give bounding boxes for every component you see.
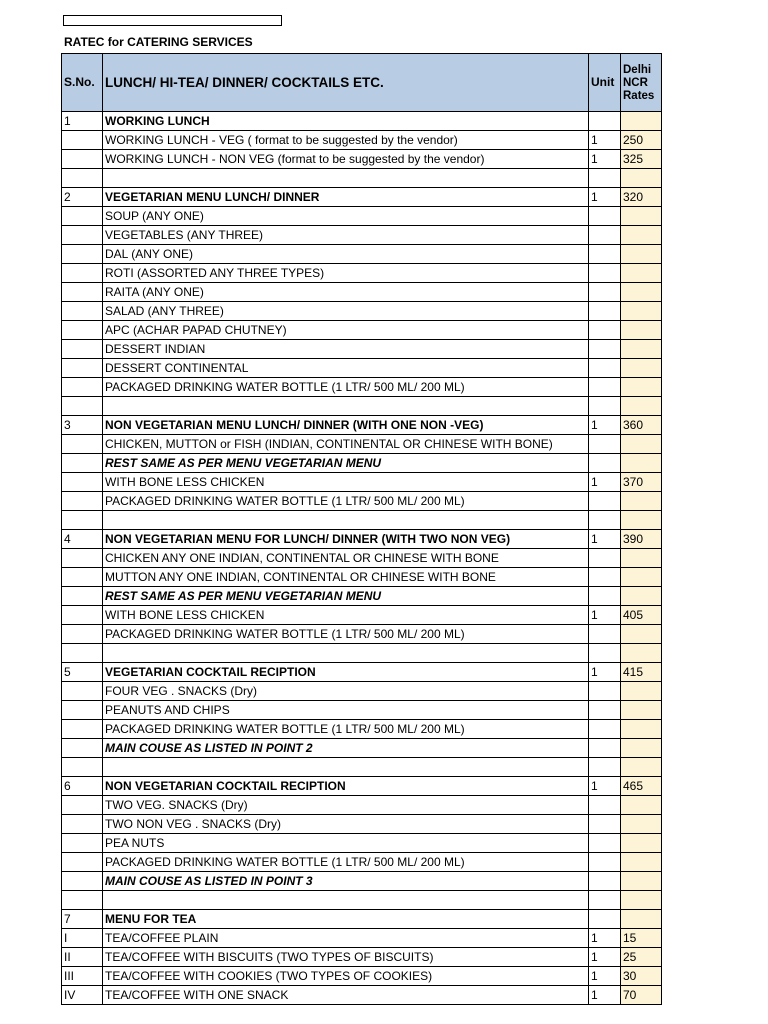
cell-rate <box>621 549 662 568</box>
table-row <box>62 986 662 1005</box>
cell-unit <box>589 853 621 872</box>
cell-sno <box>62 359 103 378</box>
cell-unit <box>589 378 621 397</box>
cell-unit <box>589 549 621 568</box>
cell-item: ROTI (ASSORTED ANY THREE TYPES) <box>103 264 589 283</box>
table-row <box>62 929 662 948</box>
table-row <box>62 948 662 967</box>
table-row <box>62 492 662 511</box>
cell-item: MUTTON ANY ONE INDIAN, CONTINENTAL OR CHINESE WITH BONE <box>103 568 589 587</box>
table-row <box>62 473 662 492</box>
cell-sno <box>62 264 103 283</box>
cell-rate <box>621 682 662 701</box>
cell-item: DESSERT CONTINENTAL <box>103 359 589 378</box>
cell-sno: I <box>62 929 103 948</box>
cell-unit <box>589 739 621 758</box>
cell-sno <box>62 245 103 264</box>
cell-unit: 1 <box>589 929 621 948</box>
cell-sno <box>62 397 103 416</box>
cell-unit <box>589 302 621 321</box>
table-row <box>62 796 662 815</box>
cell-unit <box>589 492 621 511</box>
cell-unit: 1 <box>589 150 621 169</box>
cell-sno <box>62 169 103 188</box>
cell-unit <box>589 397 621 416</box>
cell-rate <box>621 587 662 606</box>
cell-item: MAIN COUSE AS LISTED IN POINT 3 <box>103 872 589 891</box>
cell-unit: 1 <box>589 986 621 1005</box>
cell-rate: 15 <box>621 929 662 948</box>
cell-rate: 320 <box>621 188 662 207</box>
cell-rate <box>621 853 662 872</box>
cell-rate: 415 <box>621 663 662 682</box>
table-row <box>62 587 662 606</box>
cell-unit <box>589 321 621 340</box>
cell-unit: 1 <box>589 530 621 549</box>
cell-unit: 1 <box>589 188 621 207</box>
cell-unit: 1 <box>589 948 621 967</box>
cell-sno <box>62 891 103 910</box>
cell-item: TEA/COFFEE WITH ONE SNACK <box>103 986 589 1005</box>
table-row <box>62 340 662 359</box>
cell-item: REST SAME AS PER MENU VEGETARIAN MENU <box>103 454 589 473</box>
cell-item: FOUR VEG . SNACKS (Dry) <box>103 682 589 701</box>
table-header-row <box>62 54 662 112</box>
cell-rate: 360 <box>621 416 662 435</box>
cell-sno <box>62 568 103 587</box>
cell-item: NON VEGETARIAN MENU LUNCH/ DINNER (WITH ONE NON -VEG) <box>103 416 589 435</box>
table-row <box>62 568 662 587</box>
table-row <box>62 169 662 188</box>
cell-rate <box>621 625 662 644</box>
cell-rate <box>621 302 662 321</box>
cell-item: VEGETARIAN COCKTAIL RECIPTION <box>103 663 589 682</box>
cell-sno <box>62 283 103 302</box>
cell-sno: IV <box>62 986 103 1005</box>
cell-sno <box>62 834 103 853</box>
cell-sno <box>62 492 103 511</box>
table-row <box>62 701 662 720</box>
cell-item: PACKAGED DRINKING WATER BOTTLE (1 LTR/ 500 ML/ 200 ML) <box>103 720 589 739</box>
cell-unit: 1 <box>589 416 621 435</box>
cell-unit: 1 <box>589 473 621 492</box>
cell-item: PEANUTS AND CHIPS <box>103 701 589 720</box>
table-row <box>62 834 662 853</box>
cell-rate <box>621 245 662 264</box>
cell-unit <box>589 587 621 606</box>
cell-unit <box>589 815 621 834</box>
cell-item: TEA/COFFEE WITH COOKIES (TWO TYPES OF COOKIES) <box>103 967 589 986</box>
cell-rate <box>621 568 662 587</box>
cell-rate <box>621 720 662 739</box>
cell-sno <box>62 473 103 492</box>
cell-item <box>103 511 589 530</box>
table-row <box>62 188 662 207</box>
cell-rate <box>621 834 662 853</box>
cell-item <box>103 169 589 188</box>
table-row <box>62 853 662 872</box>
cell-rate <box>621 226 662 245</box>
cell-rate: 405 <box>621 606 662 625</box>
cell-sno <box>62 625 103 644</box>
cell-rate <box>621 454 662 473</box>
cell-sno: 4 <box>62 530 103 549</box>
table-row <box>62 454 662 473</box>
table-row <box>62 435 662 454</box>
rates-table <box>61 53 662 1005</box>
cell-sno <box>62 511 103 530</box>
cell-sno <box>62 815 103 834</box>
cell-unit <box>589 568 621 587</box>
cell-item <box>103 758 589 777</box>
table-row <box>62 625 662 644</box>
table-row <box>62 131 662 150</box>
table-row <box>62 150 662 169</box>
cell-sno <box>62 549 103 568</box>
cell-unit <box>589 207 621 226</box>
cell-sno <box>62 872 103 891</box>
cell-unit: 1 <box>589 663 621 682</box>
cell-rate <box>621 910 662 929</box>
cell-item: WITH BONE LESS CHICKEN <box>103 606 589 625</box>
cell-sno <box>62 682 103 701</box>
cell-unit <box>589 359 621 378</box>
table-row <box>62 416 662 435</box>
table-row <box>62 815 662 834</box>
cell-sno <box>62 321 103 340</box>
cell-item: RAITA (ANY ONE) <box>103 283 589 302</box>
table-row <box>62 245 662 264</box>
header-unit: Unit <box>589 54 621 112</box>
cell-unit <box>589 872 621 891</box>
cell-item: DESSERT INDIAN <box>103 340 589 359</box>
header-sno: S.No. <box>62 54 103 112</box>
table-row <box>62 321 662 340</box>
cell-sno <box>62 644 103 663</box>
cell-item: TEA/COFFEE WITH BISCUITS (TWO TYPES OF BISCUITS) <box>103 948 589 967</box>
table-row <box>62 720 662 739</box>
cell-unit <box>589 625 621 644</box>
cell-item: TEA/COFFEE PLAIN <box>103 929 589 948</box>
cell-item: MAIN COUSE AS LISTED IN POINT 2 <box>103 739 589 758</box>
cell-sno <box>62 701 103 720</box>
cell-unit <box>589 245 621 264</box>
cell-item: TWO VEG. SNACKS (Dry) <box>103 796 589 815</box>
cell-unit <box>589 435 621 454</box>
table-row <box>62 606 662 625</box>
cell-item: WORKING LUNCH - NON VEG (format to be suggested by the vendor) <box>103 150 589 169</box>
cell-sno: 2 <box>62 188 103 207</box>
table-row <box>62 511 662 530</box>
cell-sno: 6 <box>62 777 103 796</box>
table-row <box>62 739 662 758</box>
table-row <box>62 758 662 777</box>
cell-item <box>103 397 589 416</box>
table-row <box>62 777 662 796</box>
cell-sno: 3 <box>62 416 103 435</box>
cell-rate: 25 <box>621 948 662 967</box>
cell-rate <box>621 739 662 758</box>
cell-rate <box>621 359 662 378</box>
table-row <box>62 663 662 682</box>
table-row <box>62 397 662 416</box>
table-row <box>62 112 662 131</box>
cell-rate <box>621 340 662 359</box>
cell-sno: 7 <box>62 910 103 929</box>
cell-rate <box>621 872 662 891</box>
table-row <box>62 530 662 549</box>
cell-item: WORKING LUNCH <box>103 112 589 131</box>
cell-rate <box>621 701 662 720</box>
cell-unit: 1 <box>589 777 621 796</box>
cell-item: CHICKEN ANY ONE INDIAN, CONTINENTAL OR CHINESE WITH BONE <box>103 549 589 568</box>
table-row <box>62 283 662 302</box>
cell-rate: 390 <box>621 530 662 549</box>
cell-sno <box>62 378 103 397</box>
cell-item <box>103 644 589 663</box>
cell-unit <box>589 796 621 815</box>
cell-rate <box>621 264 662 283</box>
cell-item: APC (ACHAR PAPAD CHUTNEY) <box>103 321 589 340</box>
cell-unit <box>589 511 621 530</box>
cell-rate: 325 <box>621 150 662 169</box>
cell-unit: 1 <box>589 606 621 625</box>
cell-unit: 1 <box>589 967 621 986</box>
cell-rate <box>621 796 662 815</box>
cell-sno <box>62 853 103 872</box>
cell-rate <box>621 169 662 188</box>
table-row <box>62 682 662 701</box>
cell-item: REST SAME AS PER MENU VEGETARIAN MENU <box>103 587 589 606</box>
cell-unit: 1 <box>589 131 621 150</box>
cell-unit <box>589 758 621 777</box>
cell-rate <box>621 112 662 131</box>
cell-unit <box>589 112 621 131</box>
cell-sno: III <box>62 967 103 986</box>
cell-unit <box>589 226 621 245</box>
table-row <box>62 378 662 397</box>
table-row <box>62 359 662 378</box>
header-item: LUNCH/ HI-TEA/ DINNER/ COCKTAILS ETC. <box>103 54 589 112</box>
table-row <box>62 549 662 568</box>
table-row <box>62 910 662 929</box>
table-row <box>62 644 662 663</box>
cell-rate <box>621 321 662 340</box>
table-row <box>62 207 662 226</box>
cell-item: PACKAGED DRINKING WATER BOTTLE (1 LTR/ 500 ML/ 200 ML) <box>103 853 589 872</box>
cell-rate <box>621 378 662 397</box>
cell-unit <box>589 701 621 720</box>
cell-sno <box>62 796 103 815</box>
cell-sno <box>62 207 103 226</box>
cell-rate <box>621 435 662 454</box>
cell-unit <box>589 834 621 853</box>
cell-rate <box>621 492 662 511</box>
cell-sno <box>62 302 103 321</box>
table-row <box>62 226 662 245</box>
cell-sno <box>62 340 103 359</box>
cell-item: MENU FOR TEA <box>103 910 589 929</box>
table-row <box>62 302 662 321</box>
cell-item: NON VEGETARIAN COCKTAIL RECIPTION <box>103 777 589 796</box>
cell-sno: II <box>62 948 103 967</box>
table-row <box>62 967 662 986</box>
cell-sno <box>62 739 103 758</box>
cell-item: SALAD (ANY THREE) <box>103 302 589 321</box>
cell-item: DAL (ANY ONE) <box>103 245 589 264</box>
cell-rate <box>621 815 662 834</box>
cell-unit <box>589 910 621 929</box>
cell-item: PEA NUTS <box>103 834 589 853</box>
cell-unit <box>589 283 621 302</box>
cell-sno: 5 <box>62 663 103 682</box>
document-title: RATEC for CATERING SERVICES <box>64 35 253 49</box>
cell-sno <box>62 587 103 606</box>
header-rate: Delhi NCR Rates <box>621 54 662 112</box>
cell-unit <box>589 891 621 910</box>
cell-item: WITH BONE LESS CHICKEN <box>103 473 589 492</box>
cell-item: VEGETABLES (ANY THREE) <box>103 226 589 245</box>
cell-sno: 1 <box>62 112 103 131</box>
cell-item: NON VEGETARIAN MENU FOR LUNCH/ DINNER (WITH TWO NON VEG) <box>103 530 589 549</box>
blank-header-box <box>63 15 282 26</box>
cell-unit <box>589 340 621 359</box>
cell-item: PACKAGED DRINKING WATER BOTTLE (1 LTR/ 500 ML/ 200 ML) <box>103 625 589 644</box>
cell-rate <box>621 397 662 416</box>
cell-sno <box>62 606 103 625</box>
cell-rate: 465 <box>621 777 662 796</box>
cell-unit <box>589 169 621 188</box>
cell-rate: 250 <box>621 131 662 150</box>
cell-rate <box>621 644 662 663</box>
cell-rate <box>621 758 662 777</box>
cell-unit <box>589 644 621 663</box>
cell-item <box>103 891 589 910</box>
cell-item: PACKAGED DRINKING WATER BOTTLE (1 LTR/ 500 ML/ 200 ML) <box>103 378 589 397</box>
cell-rate <box>621 511 662 530</box>
cell-unit <box>589 454 621 473</box>
cell-sno <box>62 150 103 169</box>
cell-sno <box>62 454 103 473</box>
cell-item: CHICKEN, MUTTON or FISH (INDIAN, CONTINENTAL OR CHINESE WITH BONE) <box>103 435 589 454</box>
cell-rate <box>621 283 662 302</box>
cell-sno <box>62 435 103 454</box>
cell-item: TWO NON VEG . SNACKS (Dry) <box>103 815 589 834</box>
cell-rate: 370 <box>621 473 662 492</box>
cell-sno <box>62 758 103 777</box>
cell-sno <box>62 226 103 245</box>
cell-rate <box>621 207 662 226</box>
cell-item: VEGETARIAN MENU LUNCH/ DINNER <box>103 188 589 207</box>
cell-item: WORKING LUNCH - VEG ( format to be suggested by the vendor) <box>103 131 589 150</box>
cell-rate <box>621 891 662 910</box>
cell-unit <box>589 720 621 739</box>
cell-item: PACKAGED DRINKING WATER BOTTLE (1 LTR/ 500 ML/ 200 ML) <box>103 492 589 511</box>
cell-unit <box>589 682 621 701</box>
cell-unit <box>589 264 621 283</box>
table-row <box>62 264 662 283</box>
cell-rate: 70 <box>621 986 662 1005</box>
cell-rate: 30 <box>621 967 662 986</box>
cell-item: SOUP (ANY ONE) <box>103 207 589 226</box>
cell-sno <box>62 720 103 739</box>
table-row <box>62 872 662 891</box>
table-row <box>62 891 662 910</box>
cell-sno <box>62 131 103 150</box>
